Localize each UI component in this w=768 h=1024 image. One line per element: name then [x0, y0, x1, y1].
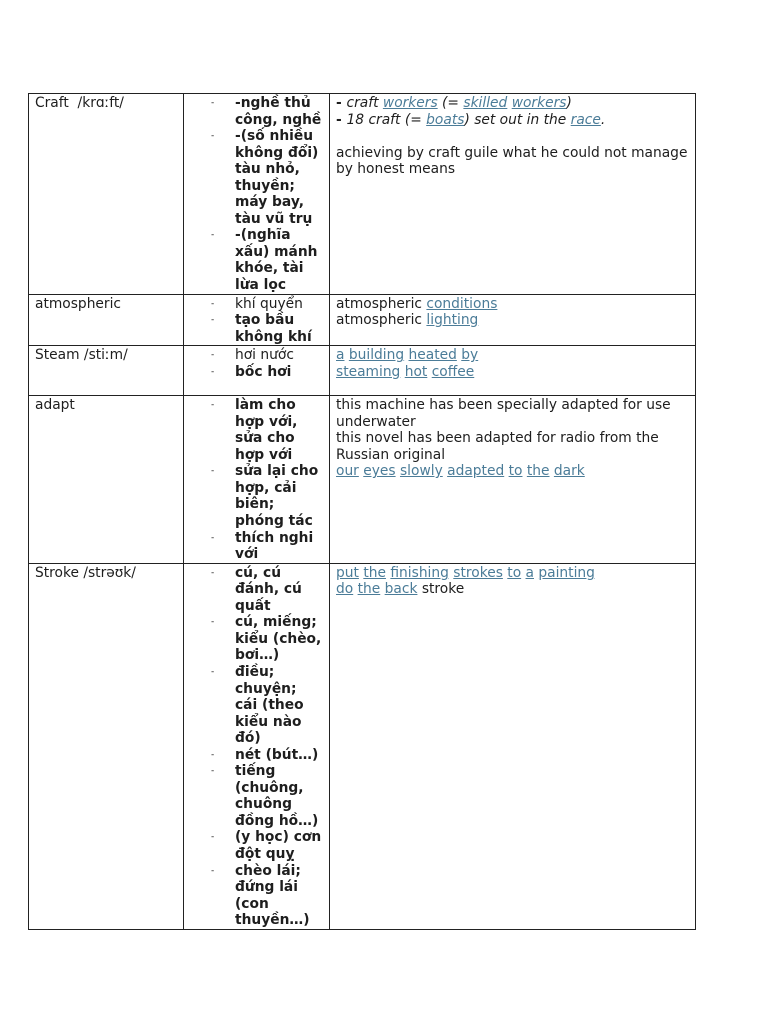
term-cell — [29, 346, 184, 396]
example-link[interactable]: by — [461, 347, 479, 364]
bullet-marker: - — [211, 766, 215, 777]
sense-text: cú, cú đánh, cú quất — [235, 564, 302, 614]
example-text: this novel has been adapted for radio from the Russian original — [336, 430, 659, 463]
bullet-marker: - — [211, 865, 215, 876]
entry-row — [29, 346, 696, 396]
sense-text: cú, miếng; kiểu (chèo, bơi…) — [235, 614, 322, 664]
example-link[interactable]: the — [357, 581, 381, 598]
term: Stroke /strəʊk/ — [35, 564, 136, 581]
example-line — [336, 128, 692, 145]
bullet-marker: - — [211, 230, 215, 241]
sense-text: nét (bút…) — [235, 746, 319, 763]
sense-item — [184, 128, 329, 227]
sense-item — [184, 763, 329, 829]
example-link[interactable]: finishing — [390, 564, 449, 581]
bullet-marker: - — [211, 366, 215, 377]
example-text: - — [336, 95, 347, 111]
sense-item — [184, 364, 329, 381]
example-text: - — [336, 111, 347, 128]
examples-cell — [330, 396, 696, 563]
sense-item — [184, 397, 329, 463]
example-link[interactable]: put — [336, 564, 359, 581]
sense-text: làm cho hợp với, sửa cho hợp với — [235, 397, 298, 463]
bullet-marker: - — [211, 532, 215, 543]
bullet-marker: - — [211, 666, 215, 677]
example-text: atmospheric — [336, 312, 427, 329]
term-cell — [29, 396, 184, 563]
example-link[interactable]: our — [336, 463, 359, 480]
example-link[interactable]: a — [525, 564, 534, 581]
sense-text: -(nghĩa xấu) mánh khóe, tài lừa lọc — [235, 227, 318, 294]
example-link[interactable]: dark — [553, 463, 585, 480]
vocabulary-table-body — [29, 94, 696, 930]
examples-cell — [330, 346, 696, 396]
example-link[interactable]: boats — [426, 111, 465, 128]
example-link[interactable]: coffee — [431, 363, 475, 380]
bullet-marker: - — [211, 298, 215, 309]
example-text: craft — [346, 95, 383, 111]
example-link[interactable]: heated — [408, 347, 457, 364]
example-link[interactable]: race — [570, 111, 601, 128]
examples-cell — [330, 294, 696, 346]
sense-text: -nghề thủ công, nghề — [235, 95, 322, 128]
example-text: achieving by craft guile what he could not manage by honest means — [336, 144, 688, 178]
sense-text: điều; chuyện; cái (theo kiểu nào đó) — [235, 663, 304, 747]
example-link[interactable]: workers — [382, 95, 438, 111]
example-line — [336, 430, 692, 463]
example-text: ) set out in the — [464, 111, 571, 128]
sense-item — [184, 863, 329, 929]
example-line — [336, 463, 692, 480]
example-line — [336, 565, 692, 582]
bullet-marker: - — [211, 617, 215, 628]
example-line — [336, 581, 692, 598]
sense-item — [184, 747, 329, 764]
sense-text: sửa lại cho hợp, cải biên; phóng tác — [235, 463, 319, 530]
senses-cell — [184, 94, 330, 295]
term-cell — [29, 94, 184, 295]
sense-list — [184, 347, 329, 380]
sense-item — [184, 463, 329, 529]
bullet-marker: - — [211, 567, 215, 578]
sense-text: khí quyển — [235, 295, 303, 312]
term-cell — [29, 563, 184, 929]
example-text: stroke — [417, 581, 465, 598]
example-line — [336, 364, 692, 381]
example-link[interactable]: workers — [511, 95, 567, 111]
term: Craft /krɑːft/ — [35, 95, 124, 111]
sense-text: (y học) cơn đột quỵ — [235, 829, 322, 862]
example-link[interactable]: the — [526, 463, 550, 480]
bullet-marker: - — [211, 350, 215, 361]
sense-text: tiếng (chuông, chuông đồng hồ…) — [235, 763, 319, 829]
sense-item — [184, 530, 329, 563]
sense-text: hơi nước — [235, 347, 294, 364]
example-line — [336, 112, 692, 129]
example-link[interactable]: building — [348, 347, 405, 364]
entry-row — [29, 294, 696, 346]
sense-item — [184, 95, 329, 128]
example-link[interactable]: lighting — [426, 312, 479, 329]
example-link[interactable]: adapted — [447, 463, 505, 480]
sense-list — [184, 565, 329, 929]
bullet-marker: - — [211, 466, 215, 477]
example-link[interactable]: conditions — [426, 295, 498, 312]
bullet-marker: - — [211, 98, 215, 108]
bullet-marker: - — [211, 131, 215, 142]
example-link[interactable]: the — [363, 564, 386, 581]
example-link[interactable]: a — [336, 347, 345, 364]
term: adapt — [35, 397, 75, 414]
example-text: this machine has been specially adapted for use underwater — [336, 397, 671, 430]
entry-row — [29, 396, 696, 563]
example-line — [336, 312, 692, 329]
sense-item — [184, 312, 329, 345]
example-link[interactable]: do — [336, 581, 354, 598]
example-link[interactable]: strokes — [453, 564, 503, 581]
examples-cell — [330, 94, 696, 295]
senses-cell — [184, 346, 330, 396]
example-link[interactable]: eyes — [363, 463, 396, 480]
senses-cell — [184, 294, 330, 346]
sense-item — [184, 347, 329, 364]
sense-list — [184, 95, 329, 294]
example-link[interactable]: painting — [538, 564, 595, 581]
bullet-marker: - — [211, 832, 215, 843]
example-link[interactable]: hot — [404, 363, 428, 380]
example-line — [336, 347, 692, 364]
term: atmospheric — [35, 295, 122, 312]
sense-text: -(số nhiều không đổi) tàu nhỏ, thuyền; máy bay, tàu vũ trụ — [235, 128, 319, 227]
example-text: (= — [437, 95, 464, 111]
sense-text: thích nghi với — [235, 529, 314, 563]
example-link[interactable]: skilled — [463, 95, 508, 111]
example-text: ) — [566, 95, 572, 111]
vocabulary-table — [28, 93, 696, 930]
example-text: atmospheric — [336, 295, 427, 312]
sense-text: bốc hơi — [235, 363, 292, 380]
bullet-marker: - — [211, 315, 215, 326]
example-text: . — [600, 111, 606, 128]
example-link[interactable]: slowly — [399, 463, 443, 480]
example-link[interactable]: to — [507, 564, 522, 581]
example-link[interactable]: to — [508, 463, 523, 480]
example-text: 18 craft (= — [346, 111, 427, 128]
sense-list — [184, 397, 329, 562]
sense-item — [184, 829, 329, 862]
sense-text: tạo bầu không khí — [235, 312, 312, 345]
senses-cell — [184, 396, 330, 563]
bullet-marker: - — [211, 749, 215, 760]
term: Steam /stiːm/ — [35, 347, 128, 364]
sense-list — [184, 296, 329, 346]
example-link[interactable]: steaming — [336, 363, 401, 380]
sense-text: chèo lái; đứng lái (con thuyền…) — [235, 862, 310, 929]
examples-cell — [330, 563, 696, 929]
example-link[interactable]: back — [384, 581, 418, 598]
entry-row — [29, 563, 696, 929]
example-line — [336, 95, 692, 112]
example-line — [336, 296, 692, 313]
senses-cell — [184, 563, 330, 929]
sense-item — [184, 614, 329, 664]
term-cell — [29, 294, 184, 346]
entry-row — [29, 94, 696, 295]
sense-item — [184, 227, 329, 293]
sense-item — [184, 565, 329, 615]
sense-item — [184, 296, 329, 313]
sense-item — [184, 664, 329, 747]
example-line — [336, 397, 692, 430]
example-line — [336, 145, 692, 178]
bullet-marker: - — [211, 400, 215, 411]
